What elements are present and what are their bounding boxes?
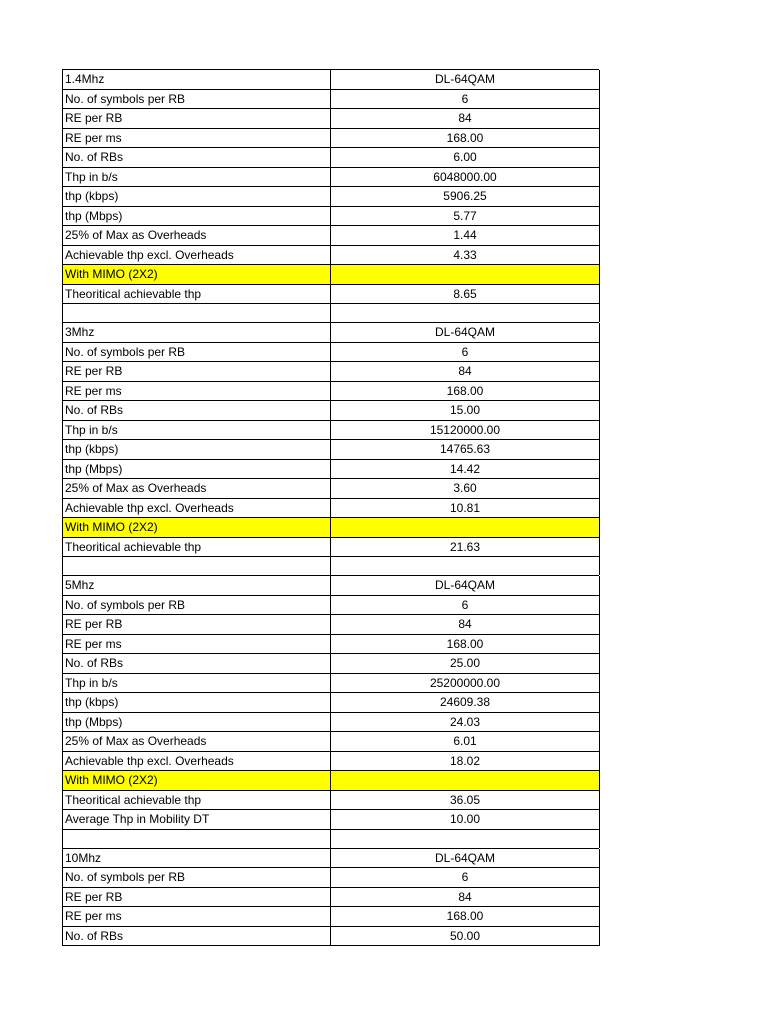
row-value[interactable]: 84 [331, 888, 600, 908]
row-value[interactable]: 84 [331, 109, 600, 129]
row-label[interactable]: thp (Mbps) [63, 207, 331, 227]
row-value[interactable]: 21.63 [331, 538, 600, 558]
row-label[interactable]: thp (kbps) [63, 187, 331, 207]
row-value[interactable]: 168.00 [331, 382, 600, 402]
row-label[interactable]: 1.4Mhz [63, 70, 331, 90]
row-label[interactable]: No. of symbols per RB [63, 343, 331, 363]
row-value[interactable]: 168.00 [331, 635, 600, 655]
row-label[interactable]: 3Mhz [63, 323, 331, 343]
row-label[interactable]: No. of symbols per RB [63, 90, 331, 110]
row-label[interactable]: 25% of Max as Overheads [63, 226, 331, 246]
row-value[interactable]: 15120000.00 [331, 421, 600, 441]
row-value[interactable]: 6.01 [331, 732, 600, 752]
row-label[interactable]: 25% of Max as Overheads [63, 479, 331, 499]
table-block-5mhz [62, 575, 599, 830]
row-label[interactable]: RE per ms [63, 907, 331, 927]
row-label[interactable]: Theoritical achievable thp [63, 538, 331, 558]
row-label[interactable]: With MIMO (2X2) [63, 771, 331, 791]
row-label[interactable]: RE per ms [63, 635, 331, 655]
row-label[interactable]: thp (Mbps) [63, 713, 331, 733]
row-label[interactable]: RE per ms [63, 129, 331, 149]
row-value[interactable]: 24609.38 [331, 693, 600, 713]
row-value[interactable]: 6048000.00 [331, 168, 600, 188]
row-label[interactable]: RE per RB [63, 109, 331, 129]
row-label[interactable]: 5Mhz [63, 576, 331, 596]
row-value[interactable]: 18.02 [331, 752, 600, 772]
row-value[interactable]: DL-64QAM [331, 576, 600, 596]
row-value[interactable]: 84 [331, 615, 600, 635]
row-value[interactable]: 36.05 [331, 791, 600, 811]
row-label[interactable]: No. of RBs [63, 654, 331, 674]
row-label[interactable]: No. of symbols per RB [63, 596, 331, 616]
row-label[interactable]: With MIMO (2X2) [63, 518, 331, 538]
spreadsheet-table [62, 69, 599, 946]
row-label[interactable]: thp (kbps) [63, 693, 331, 713]
row-value[interactable]: 6 [331, 868, 600, 888]
row-label[interactable]: 25% of Max as Overheads [63, 732, 331, 752]
row-label[interactable]: Thp in b/s [63, 168, 331, 188]
row-value[interactable]: DL-64QAM [331, 70, 600, 90]
table-block-1-4mhz [62, 69, 599, 304]
row-label[interactable]: Thp in b/s [63, 421, 331, 441]
row-value[interactable]: DL-64QAM [331, 323, 600, 343]
spacer-row[interactable] [62, 557, 599, 575]
row-value[interactable] [331, 771, 600, 791]
row-value[interactable]: 24.03 [331, 713, 600, 733]
row-value[interactable]: 5.77 [331, 207, 600, 227]
row-value[interactable]: 8.65 [331, 285, 600, 305]
row-label[interactable]: RE per RB [63, 362, 331, 382]
row-value[interactable] [331, 518, 600, 538]
row-label[interactable]: RE per RB [63, 888, 331, 908]
spacer-row[interactable] [62, 830, 599, 848]
row-label[interactable]: Theoritical achievable thp [63, 285, 331, 305]
row-label[interactable]: No. of RBs [63, 148, 331, 168]
row-value[interactable]: 168.00 [331, 907, 600, 927]
table-block-10mhz [62, 848, 599, 947]
row-label[interactable]: RE per RB [63, 615, 331, 635]
row-label[interactable]: thp (kbps) [63, 440, 331, 460]
row-value[interactable]: 4.33 [331, 246, 600, 266]
row-value[interactable]: 3.60 [331, 479, 600, 499]
row-value[interactable]: 25200000.00 [331, 674, 600, 694]
row-value[interactable]: 50.00 [331, 927, 600, 947]
row-label[interactable]: Achievable thp excl. Overheads [63, 752, 331, 772]
row-label[interactable]: No. of RBs [63, 401, 331, 421]
row-label[interactable]: Average Thp in Mobility DT [63, 810, 331, 830]
row-label[interactable]: With MIMO (2X2) [63, 265, 331, 285]
row-value[interactable] [331, 265, 600, 285]
row-label[interactable]: Achievable thp excl. Overheads [63, 499, 331, 519]
row-label[interactable]: Theoritical achievable thp [63, 791, 331, 811]
row-label[interactable]: No. of symbols per RB [63, 868, 331, 888]
row-value[interactable]: 10.81 [331, 499, 600, 519]
row-value[interactable]: 6 [331, 343, 600, 363]
row-value[interactable]: 14765.63 [331, 440, 600, 460]
row-value[interactable]: 14.42 [331, 460, 600, 480]
row-value[interactable]: 168.00 [331, 129, 600, 149]
row-value[interactable]: 5906.25 [331, 187, 600, 207]
row-label[interactable]: RE per ms [63, 382, 331, 402]
row-label[interactable]: thp (Mbps) [63, 460, 331, 480]
row-value[interactable]: 10.00 [331, 810, 600, 830]
spacer-row[interactable] [62, 304, 599, 322]
row-value[interactable]: 84 [331, 362, 600, 382]
row-label[interactable]: Thp in b/s [63, 674, 331, 694]
row-label[interactable]: Achievable thp excl. Overheads [63, 246, 331, 266]
row-value[interactable]: DL-64QAM [331, 849, 600, 869]
row-label[interactable]: No. of RBs [63, 927, 331, 947]
row-value[interactable]: 6 [331, 596, 600, 616]
table-block-3mhz [62, 322, 599, 557]
row-value[interactable]: 25.00 [331, 654, 600, 674]
row-value[interactable]: 1.44 [331, 226, 600, 246]
row-value[interactable]: 6.00 [331, 148, 600, 168]
row-value[interactable]: 15.00 [331, 401, 600, 421]
row-value[interactable]: 6 [331, 90, 600, 110]
row-label[interactable]: 10Mhz [63, 849, 331, 869]
